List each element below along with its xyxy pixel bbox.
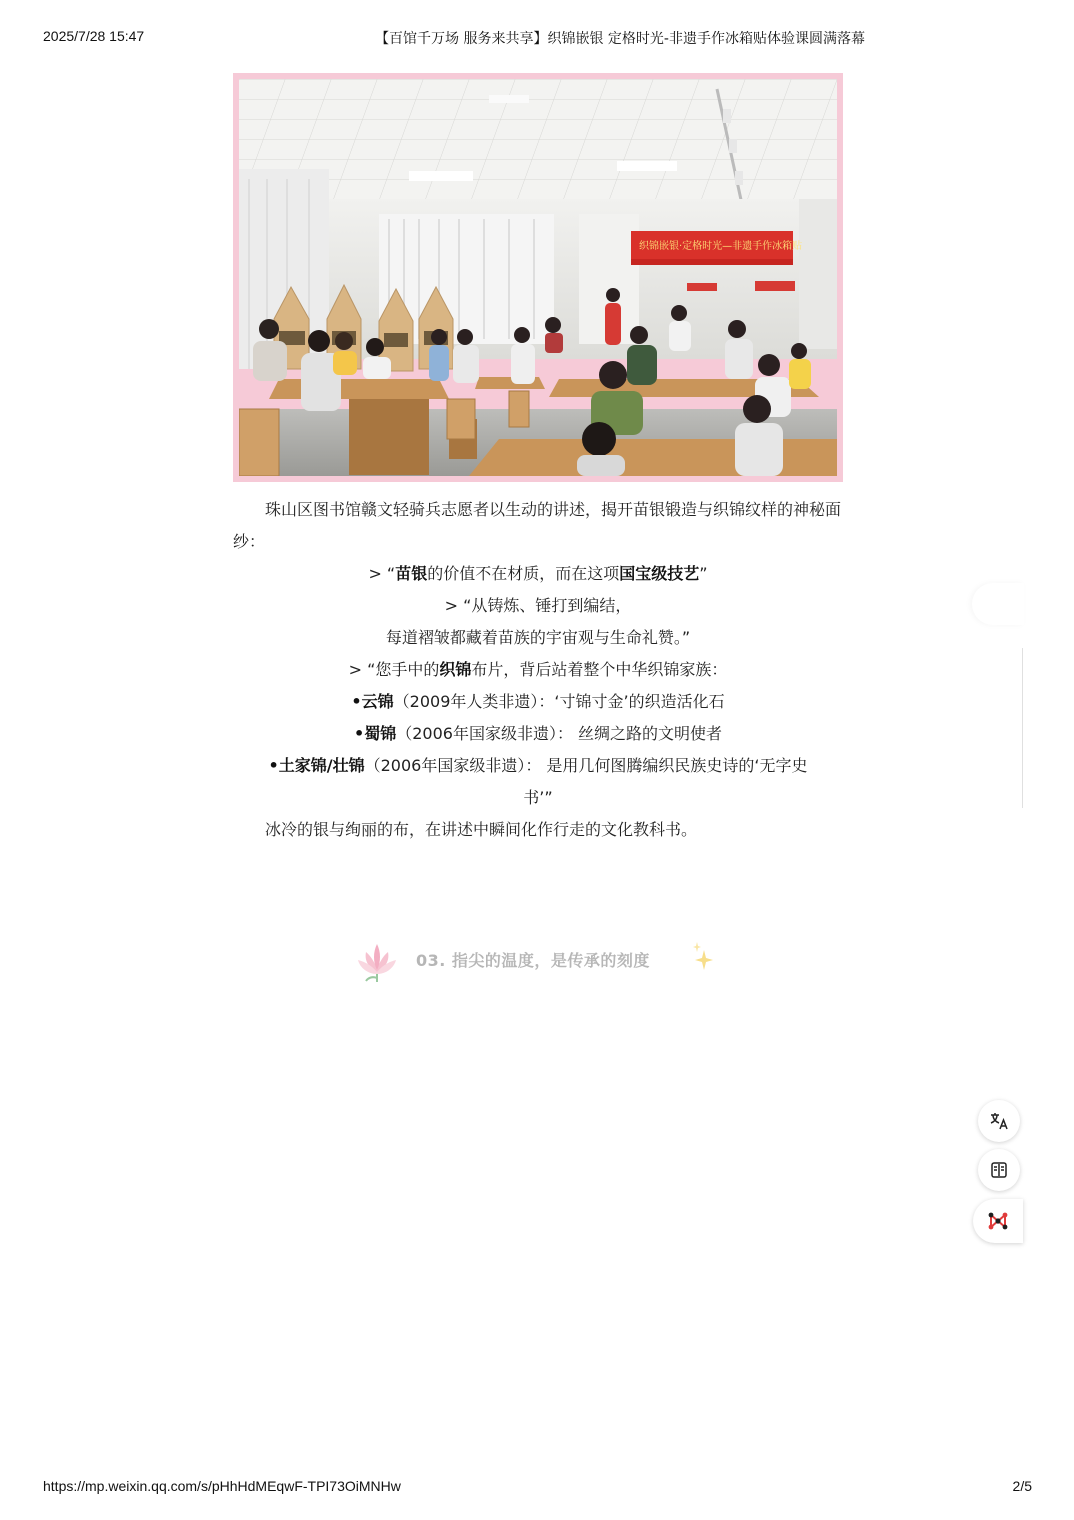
translate-button[interactable] bbox=[978, 1100, 1020, 1142]
list-item-tujia-zhuang bbox=[233, 750, 843, 782]
section-heading bbox=[350, 938, 730, 982]
list-item-tujia-zhuang-cont: 书’” bbox=[523, 788, 553, 807]
quote-miao-silver bbox=[233, 558, 843, 590]
item-name: 土家锦/壮锦 bbox=[278, 756, 365, 775]
item-desc: （2006年国家级非遗）： 是用几何图腾编织民族史诗的‘无字史 bbox=[364, 756, 808, 775]
sparkle-icon bbox=[692, 942, 714, 972]
article-intro: 珠山区图书馆赣文轻骑兵志愿者以生动的讲述，揭开苗银锻造与织锦纹样的神秘面纱： bbox=[233, 500, 842, 551]
ai-assistant-button[interactable] bbox=[973, 1199, 1023, 1243]
side-divider bbox=[1022, 648, 1023, 808]
print-footer-page: 2/5 bbox=[1012, 1478, 1032, 1494]
quote-forging-line2: 每道褶皱都藏着苗族的宇宙观与生命礼赞。” bbox=[385, 628, 691, 647]
quote-brocade bbox=[233, 654, 843, 686]
list-item-shujin bbox=[233, 718, 843, 750]
translate-icon bbox=[989, 1111, 1009, 1131]
quote-forging-line1: > “从铸炼、锤打到编结， bbox=[444, 596, 632, 615]
reader-icon bbox=[989, 1160, 1009, 1180]
print-footer-url: https://mp.weixin.qq.com/s/pHhHdMEqwF-TPI73OiMNHw bbox=[43, 1478, 401, 1494]
quote-text: > “ bbox=[368, 564, 396, 583]
article-photo-frame bbox=[233, 73, 843, 482]
quote-text: 的价值不在材质，而在这项 bbox=[427, 564, 620, 583]
quote-keyword: 国宝级技艺 bbox=[619, 564, 700, 583]
quote-text: 布片，背后站着整个中华织锦家族： bbox=[471, 660, 728, 679]
lotus-flower-icon bbox=[354, 938, 400, 982]
banner-text: 织锦嵌银·定格时光—非遗手作冰箱贴 bbox=[639, 241, 803, 252]
quote-keyword: 苗银 bbox=[395, 564, 428, 583]
article-photo bbox=[239, 79, 837, 476]
print-header-title: 【百馆千万场 服务来共享】织锦嵌银 定格时光-非遗手作冰箱贴体验课圆满落幕 bbox=[375, 31, 865, 47]
article-closing: 冰冷的银与绚丽的布，在讲述中瞬间化作行走的文化教科书。 bbox=[265, 820, 698, 839]
item-desc: （2006年国家级非遗）： 丝绸之路的文明使者 bbox=[396, 724, 723, 743]
quote-text: > “您手中的 bbox=[348, 660, 440, 679]
bullet: • bbox=[353, 724, 365, 743]
ai-network-icon bbox=[987, 1210, 1009, 1232]
article-body bbox=[233, 494, 843, 846]
reader-mode-button[interactable] bbox=[978, 1149, 1020, 1191]
side-toolbar-ghost bbox=[972, 583, 1024, 625]
item-desc: （2009年人类非遗）：‘寸锦寸金’的织造活化石 bbox=[393, 692, 725, 711]
print-header-date: 2025/7/28 15:47 bbox=[43, 28, 145, 44]
bullet: • bbox=[351, 692, 362, 711]
quote-text: ” bbox=[699, 564, 708, 583]
bullet: • bbox=[268, 756, 279, 775]
list-item-yunjin bbox=[233, 686, 843, 718]
item-name: 蜀锦 bbox=[364, 724, 397, 743]
section-heading-text: 03. 指尖的温度，是传承的刻度 bbox=[416, 951, 650, 970]
quote-keyword: 织锦 bbox=[439, 660, 472, 679]
item-name: 云锦 bbox=[361, 692, 394, 711]
